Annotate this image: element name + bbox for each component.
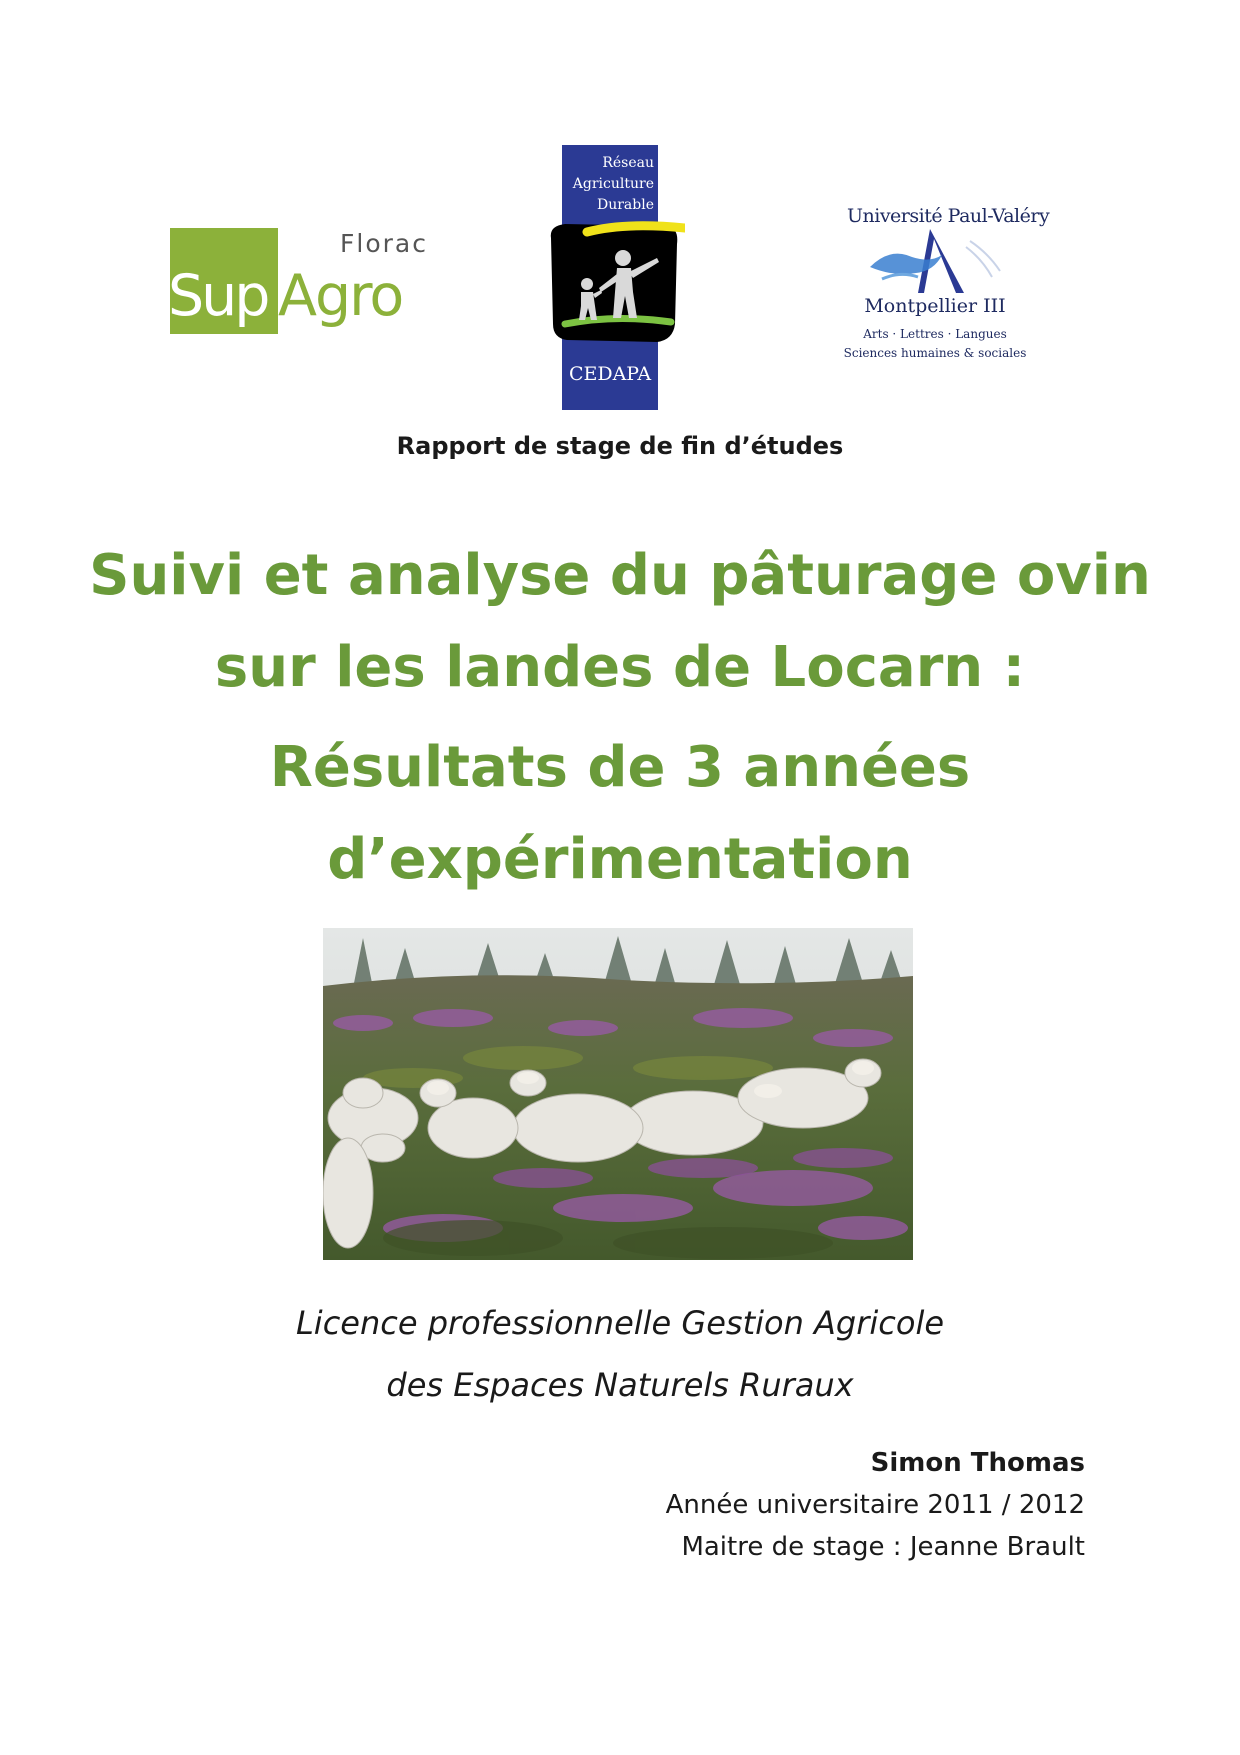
cedapa-name: CEDAPA xyxy=(568,363,652,385)
degree-program-line-1: Licence professionnelle Gestion Agricole xyxy=(295,1304,945,1342)
document-title: Suivi et analyse du pâturage ovin sur les landes de Locarn : xyxy=(89,543,1151,700)
report-type: Rapport de stage de fin d’études xyxy=(396,432,844,460)
degree-program-line-2: des Espaces Naturels Ruraux xyxy=(386,1366,854,1404)
document-subtitle: Résultats de 3 années d’expérimentation xyxy=(269,735,971,892)
cedapa-network-line-1: Réseau xyxy=(602,155,654,171)
author-block xyxy=(666,1442,1085,1568)
internship-supervisor: Maitre de stage : Jeanne Brault xyxy=(681,1532,1085,1562)
supagro-agro-text: Agro xyxy=(278,263,403,329)
cedapa-network-line-3: Durable xyxy=(596,197,654,213)
author-name: Simon Thomas xyxy=(870,1448,1085,1478)
sheep-heathland-photo xyxy=(323,928,913,1260)
cedapa-family-icon xyxy=(545,220,685,350)
upv-city: Montpellier III xyxy=(864,295,1006,317)
supagro-florac-text: Florac xyxy=(340,229,428,258)
cedapa-logo xyxy=(545,145,685,410)
upv-faculties-line-2: Sciences humaines & sociales xyxy=(843,346,1027,360)
upv-faculties-line-1: Arts · Lettres · Langues xyxy=(863,327,1007,341)
sheep-on-heathland-icon xyxy=(323,928,913,1260)
university-paul-valery-logo xyxy=(835,205,1050,365)
upv-emblem-icon xyxy=(860,227,1010,295)
academic-year: Année universitaire 2011 / 2012 xyxy=(665,1490,1085,1520)
cedapa-network-line-2: Agriculture xyxy=(572,176,654,192)
degree-program xyxy=(0,1292,1240,1416)
cedapa-network-text xyxy=(562,153,654,216)
supagro-florac-logo xyxy=(170,225,435,340)
upv-university-name: Université Paul-Valéry xyxy=(847,205,1050,227)
supagro-sup-text: Sup xyxy=(168,263,268,329)
logo-row xyxy=(0,0,1240,420)
